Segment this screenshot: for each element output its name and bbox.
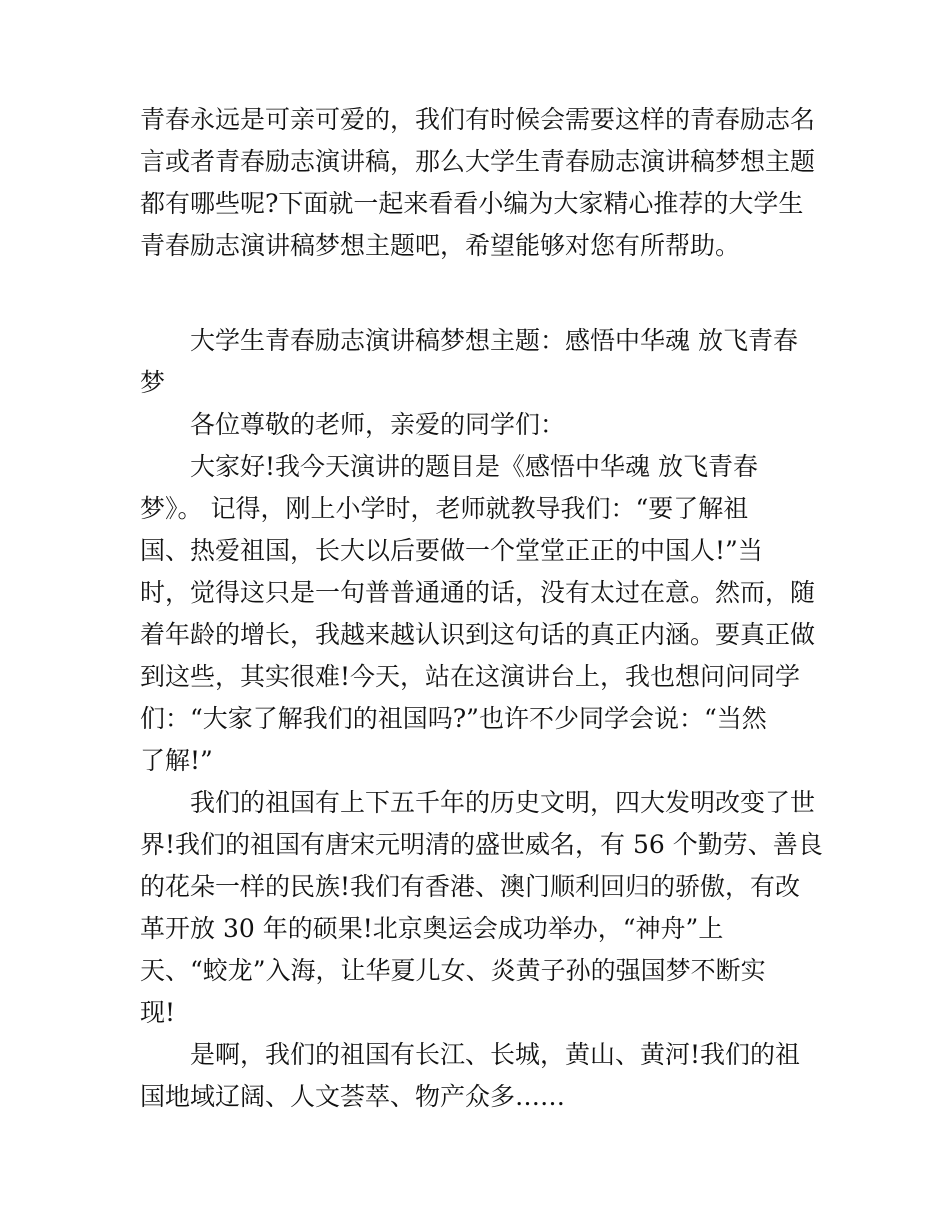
text-line: 我们的祖国有上下五千年的历史文明，四大发明改变了世 <box>140 788 816 817</box>
text-line: 着年龄的增长，我越来越认识到这句话的真正内涵。要真正做 <box>140 620 816 649</box>
text-line: 青春励志演讲稿梦想主题吧，希望能够对您有所帮助。 <box>140 231 741 260</box>
text-line: 界!我们的祖国有唐宋元明清的盛世威名，有 56 个勤劳、善良 <box>140 830 823 859</box>
text-line: 的花朵一样的民族!我们有香港、澳门顺利回归的骄傲，有改 <box>140 872 801 901</box>
text-line: 天、“蛟龙”入海，让华夏儿女、炎黄子孙的强国梦不断实 <box>140 956 766 985</box>
text-line: 都有哪些呢?下面就一起来看看小编为大家精心推荐的大学生 <box>140 189 804 218</box>
text-line: 国地域辽阔、人文荟萃、物产众多…… <box>140 1082 566 1111</box>
speech-title-line: 大学生青春励志演讲稿梦想主题：感悟中华魂 放飞青春 <box>140 326 798 355</box>
text-line: 言或者青春励志演讲稿，那么大学生青春励志演讲稿梦想主题 <box>140 147 816 176</box>
salutation-line: 各位尊敬的老师，亲爱的同学们： <box>140 410 566 439</box>
text-line: 革开放 30 年的硕果!北京奥运会成功举办，“神舟”上 <box>140 914 724 943</box>
speech-title-line: 梦 <box>140 368 166 397</box>
text-line: 现! <box>140 998 176 1027</box>
text-line: 了解!” <box>140 746 213 775</box>
text-line: 青春永远是可亲可爱的，我们有时候会需要这样的青春励志名 <box>140 105 816 134</box>
text-line: 梦》。 记得，刚上小学时，老师就教导我们：“要了解祖 <box>140 494 749 523</box>
text-line: 时，觉得这只是一句普普通通的话，没有太过在意。然而，随 <box>140 578 816 607</box>
speech-body <box>140 320 823 1118</box>
intro-paragraph <box>140 99 820 267</box>
text-line: 是啊，我们的祖国有长江、长城，黄山、黄河!我们的祖 <box>140 1040 801 1069</box>
text-line: 们：“大家了解我们的祖国吗?”也许不少同学会说：“当然 <box>140 704 767 733</box>
text-line: 大家好!我今天演讲的题目是《感悟中华魂 放飞青春 <box>140 452 758 481</box>
text-line: 国、热爱祖国，长大以后要做一个堂堂正正的中国人!”当 <box>140 536 763 565</box>
text-line: 到这些，其实很难!今天，站在这演讲台上，我也想问问同学 <box>140 662 801 691</box>
